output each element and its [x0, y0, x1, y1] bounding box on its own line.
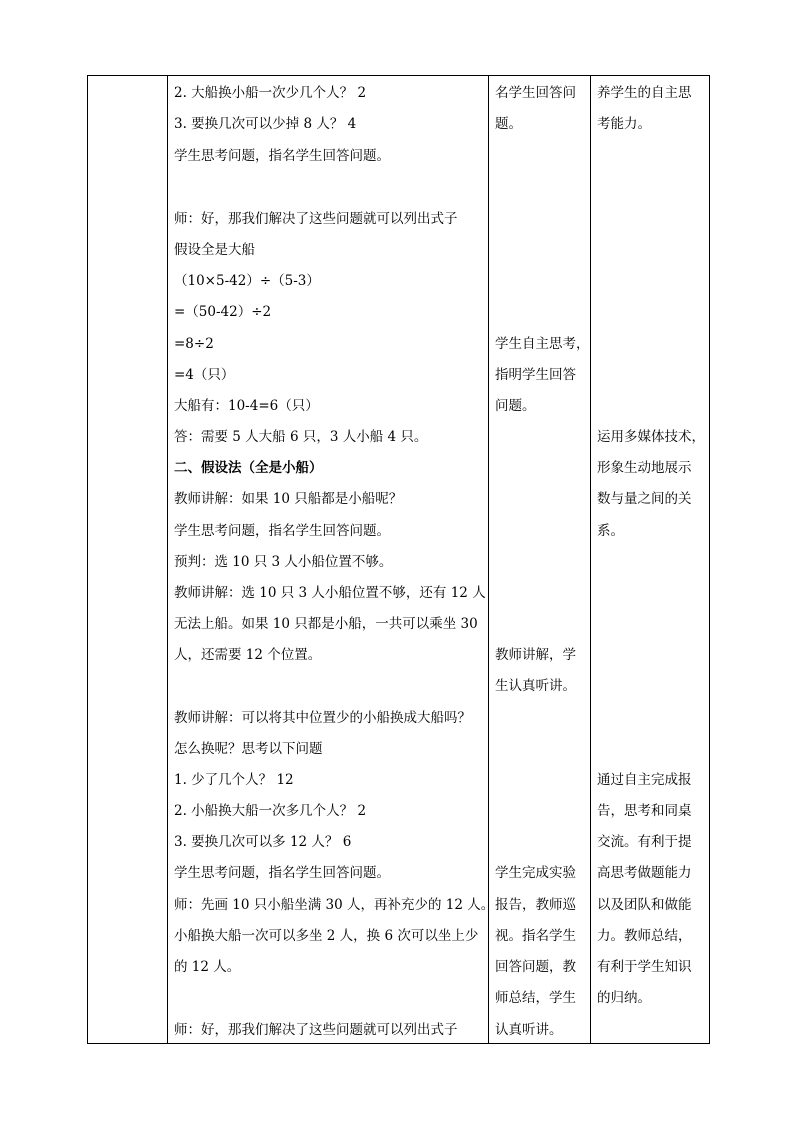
teaching-text-line: 师：好，那我们解决了这些问题就可以列出式子 — [174, 211, 458, 227]
teaching-text-line: 假设全是大船 — [174, 242, 255, 258]
teaching-process-cell — [168, 76, 495, 1044]
design-intent-line: 形象生动地展示 — [597, 460, 692, 476]
lesson-plan-table — [87, 75, 710, 1044]
student-activity-line: 报告，教师巡 — [495, 897, 576, 913]
table-row — [88, 76, 710, 1044]
design-intent-line: 系。 — [597, 523, 624, 539]
stage-cell — [88, 76, 168, 1044]
design-intent-line: 告，思考和同桌 — [597, 803, 692, 819]
teaching-text-line: 2. 大船换小船一次少几个人？ 2 — [174, 85, 367, 101]
teaching-text-line: 大船有：10-4=6（只） — [174, 398, 319, 414]
teaching-text-line: 师：先画 10 只小船坐满 30 人，再补充少的 12 人。 — [174, 897, 495, 913]
teaching-text-line: 的 12 人。 — [174, 959, 241, 975]
student-activity-line: 师总结，学生 — [495, 990, 576, 1006]
design-intent-line: 交流。有利于提 — [597, 834, 692, 850]
student-activity-line: 学生完成实验 — [495, 865, 576, 881]
teaching-text-line: （10×5-42）÷（5-3） — [174, 273, 320, 289]
student-activity-line: 指明学生回答 — [495, 367, 576, 383]
teaching-text-line: 怎么换呢？思考以下问题 — [174, 741, 323, 757]
design-intent-line: 力。教师总结， — [597, 928, 692, 944]
teaching-text-line: 1. 少了几个人？ 12 — [174, 772, 294, 788]
design-intent-line: 通过自主完成报 — [597, 772, 692, 788]
teaching-text-line: 学生思考问题，指名学生回答问题。 — [174, 865, 390, 881]
teaching-text-line: 师：好，那我们解决了这些问题就可以列出式子 — [174, 1022, 458, 1038]
design-intent-cell — [591, 76, 710, 1044]
student-activity-cell — [489, 76, 591, 1044]
design-intent-line: 数与量之间的关 — [597, 491, 692, 507]
student-activity-line: 回答问题，教 — [495, 959, 576, 975]
student-activity-line: 题。 — [495, 116, 522, 132]
student-activity-line: 教师讲解，学 — [495, 647, 576, 663]
design-intent-line: 运用多媒体技术， — [597, 429, 705, 445]
design-intent-line: 养学生的自主思 — [597, 85, 692, 101]
teaching-text-line: 3. 要换几次可以少掉 8 人？ 4 — [174, 116, 357, 132]
design-intent-line: 以及团队和做能 — [597, 897, 692, 913]
design-intent-line: 考能力。 — [597, 116, 651, 132]
teaching-text-line: 二、假设法（全是小船） — [174, 460, 323, 476]
design-intent-line: 高思考做题能力 — [597, 865, 692, 881]
student-activity-line: 名学生回答问 — [495, 85, 576, 101]
teaching-text-line: 2. 小船换大船一次多几个人？ 2 — [174, 803, 367, 819]
teaching-text-line: 教师讲解：如果 10 只船都是小船呢？ — [174, 491, 403, 507]
teaching-text-line: =4（只） — [174, 367, 235, 383]
student-activity-line: 问题。 — [495, 398, 536, 414]
teaching-text-line: 学生思考问题，指名学生回答问题。 — [174, 148, 390, 164]
teaching-text-line: 教师讲解：可以将其中位置少的小船换成大船吗？ — [174, 710, 471, 726]
teaching-text-line: 小船换大船一次可以多坐 2 人，换 6 次可以坐上少 — [174, 928, 479, 944]
teaching-text-line: 学生思考问题，指名学生回答问题。 — [174, 523, 390, 539]
student-activity-line: 视。指名学生 — [495, 928, 576, 944]
teaching-text-line: 教师讲解：选 10 只 3 人小船位置不够，还有 12 人 — [174, 585, 486, 601]
teaching-text-line: 无法上船。如果 10 只都是小船，一共可以乘坐 30 — [174, 616, 478, 632]
design-intent-line: 有利于学生知识 — [597, 959, 692, 975]
design-intent-line: 的归纳。 — [597, 990, 651, 1006]
teaching-text-line: =（50-42）÷2 — [174, 304, 272, 320]
student-activity-line: 生认真听讲。 — [495, 678, 576, 694]
teaching-text-line: 答：需要 5 人大船 6 只，3 人小船 4 只。 — [174, 429, 428, 445]
teaching-text-line: 3. 要换几次可以多 12 人？ 6 — [174, 834, 352, 850]
teaching-text-line: 人，还需要 12 个位置。 — [174, 647, 322, 663]
student-activity-line: 学生自主思考， — [495, 336, 590, 352]
teaching-text-line: =8÷2 — [174, 336, 214, 352]
teaching-text-line: 预判：选 10 只 3 人小船位置不够。 — [174, 554, 393, 570]
student-activity-line: 认真听讲。 — [495, 1022, 563, 1038]
